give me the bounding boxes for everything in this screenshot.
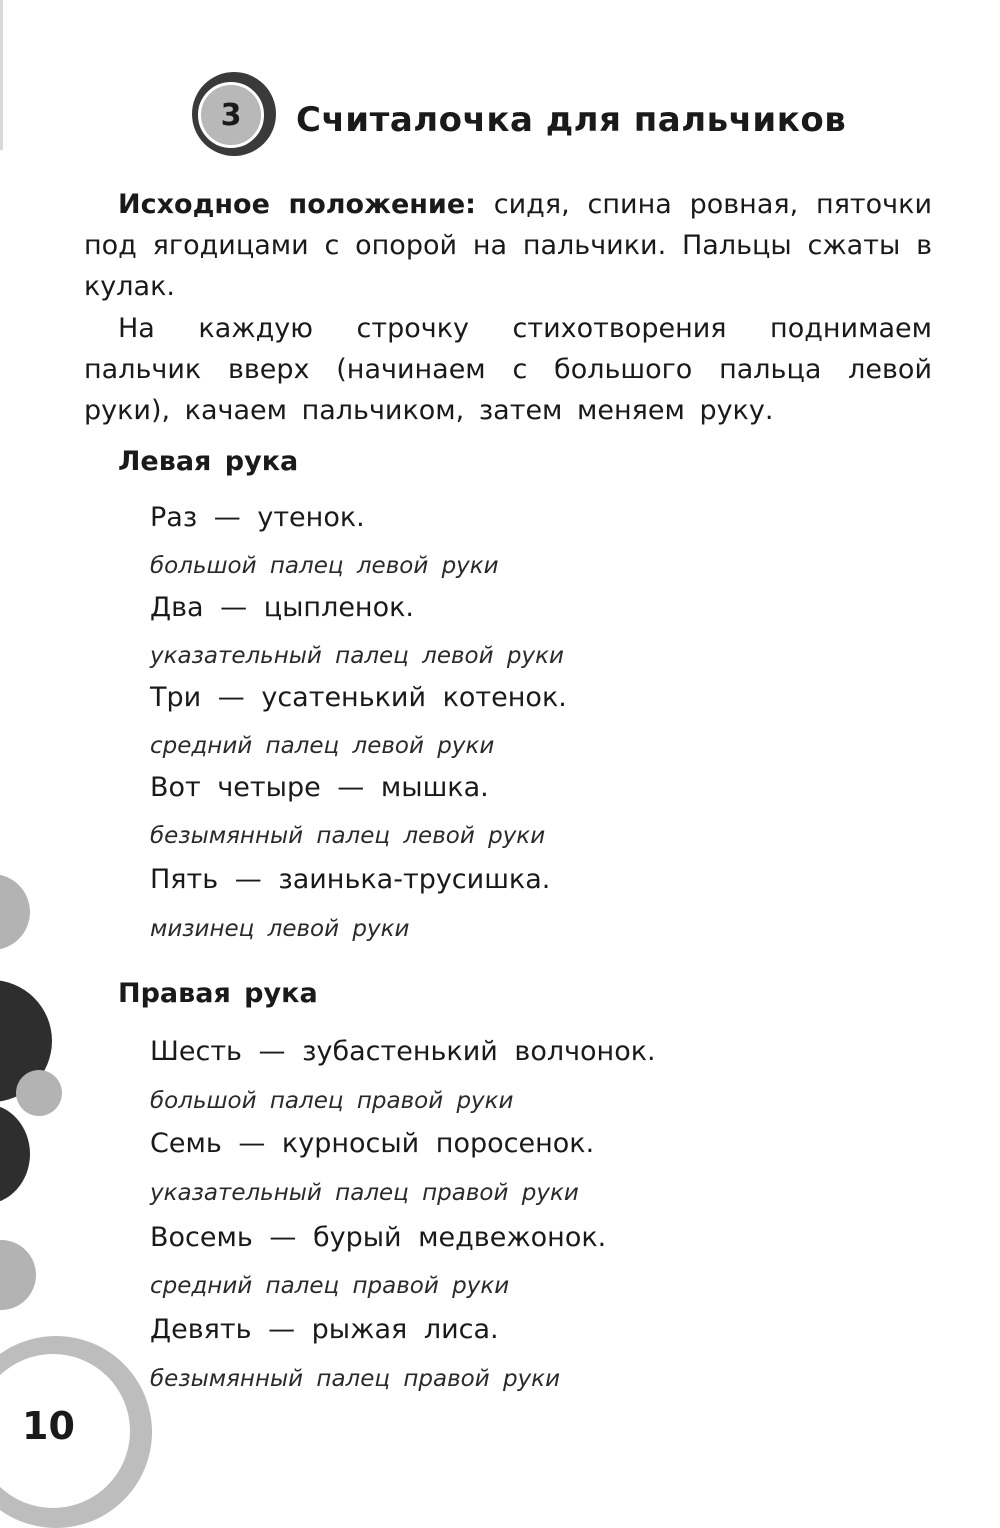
finger-note: мизинец левой руки (150, 916, 410, 942)
page-title: Считалочка для пальчиков (296, 100, 847, 140)
verse-line: Раз — утенок. (150, 502, 365, 533)
verse-line: Девять — рыжая лиса. (150, 1314, 499, 1345)
page-edge (0, 0, 3, 150)
verse-line: Шесть — зубастенький волчонок. (150, 1036, 656, 1067)
left-hand-heading: Левая рука (118, 446, 299, 477)
starting-position-paragraph (84, 184, 932, 307)
verse-line: Пять — заинька-трусишка. (150, 864, 551, 895)
finger-note: средний палец левой руки (150, 733, 495, 759)
decorative-grey-dot (0, 1240, 36, 1310)
starting-position-label: Исходное положение: (118, 189, 476, 220)
verse-line: Три — усатенький котенок. (150, 682, 567, 713)
instruction-paragraph: На каждую строчку стихотворения поднимаем пальчик вверх (начинаем с большого пальца левой руки), качаем пальчиком, затем меняем руку. (84, 313, 932, 426)
finger-note: безымянный палец левой руки (150, 823, 546, 849)
finger-note: средний палец правой руки (150, 1273, 510, 1299)
right-hand-heading: Правая рука (118, 978, 318, 1009)
finger-note: безымянный палец правой руки (150, 1366, 561, 1392)
finger-note: указательный палец левой руки (150, 643, 564, 669)
starting-position-text: сидя, спина ровная, пяточки под ягодицами с опорой на пальчики. Пальцы сжаты в кулак. (84, 189, 932, 302)
decorative-grey-dot (16, 1070, 62, 1116)
section-number-badge (192, 72, 276, 156)
verse-line: Вот четыре — мышка. (150, 772, 489, 803)
finger-note: большой палец правой руки (150, 1088, 514, 1114)
section-number: 3 (198, 82, 264, 148)
finger-note: указательный палец правой руки (150, 1180, 579, 1206)
decorative-dark-dot (0, 1104, 30, 1204)
verse-line: Два — цыпленок. (150, 592, 414, 623)
page-number: 10 (22, 1404, 75, 1448)
finger-note: большой палец левой руки (150, 553, 499, 579)
verse-line: Семь — курносый поросенок. (150, 1128, 595, 1159)
verse-line: Восемь — бурый медвежонок. (150, 1222, 607, 1253)
decorative-grey-dot (0, 874, 30, 950)
